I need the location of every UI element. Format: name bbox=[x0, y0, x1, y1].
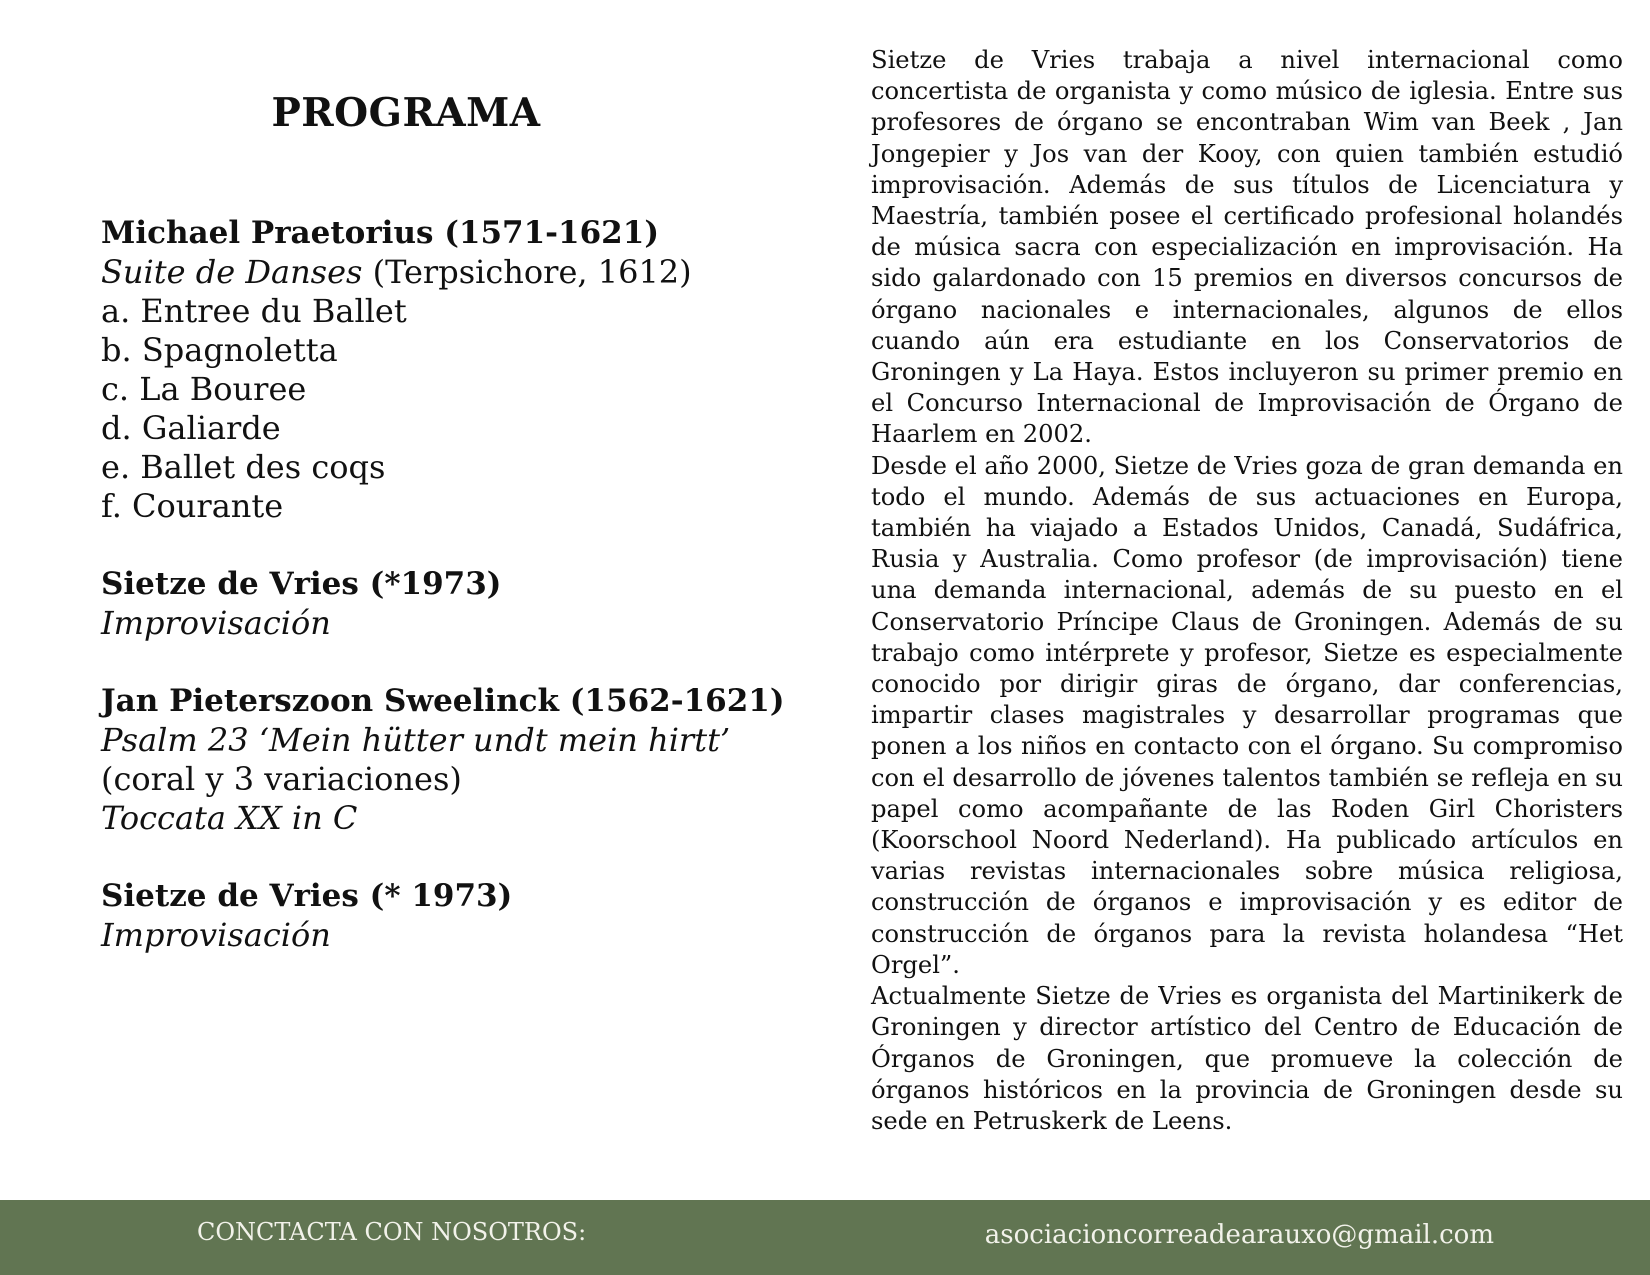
work-title: Toccata XX in C bbox=[101, 799, 358, 837]
program-list bbox=[101, 214, 801, 994]
bio-paragraph: Desde el año 2000, Sietze de Vries goza de gran demanda en todo el mundo. Además de sus actuaciones en Europa, también ha viajado a Estados Unidos, Canadá, Sudáfrica, Rusia y Australia. Como profesor (de improvisación) tiene una demanda internacional, además de su puesto en el Conservatorio Príncipe Claus de Groningen. Además de su trabajo como intérprete y profesor, Sietze es especialmente conocido por dirigir giras de órgano, dar conferencias, impartir clases magistrales y desarrollar programas que ponen a los niños en contacto con el órgano. Su compromiso con el desarrollo de jóvenes talentos también se refleja en su papel como acompañante de las Roden Girl Choristers (Koorschool Noord Nederland). Ha publicado artículos en varias revistas internacionales sobre música religiosa, construcción de órganos e improvisación y es editor de construcción de órganos para la revista holandesa “Het Orgel”. bbox=[871, 451, 1623, 979]
work-detail: (Terpsichore, 1612) bbox=[362, 253, 692, 291]
work-title: Improvisación bbox=[101, 604, 331, 642]
program-block-sweelinck bbox=[101, 682, 801, 838]
program-block-devries-2 bbox=[101, 877, 801, 955]
movement-item: e. Ballet des coqs bbox=[101, 448, 386, 486]
bio-paragraph: Actualmente Sietze de Vries es organista del Martinikerk de Groningen y director artístico del Centro de Educación de Órganos de Groningen, que promueve la colección de órganos históricos en la provincia de Groningen desde su sede en Petruskerk de Leens. bbox=[871, 982, 1623, 1135]
composer-name: Sietze de Vries (*1973) bbox=[101, 566, 502, 602]
work-title: Psalm 23 ‘Mein hütter undt mein hirtt’ bbox=[101, 721, 731, 759]
composer-name: Jan Pieterszoon Sweelinck (1562-1621) bbox=[101, 683, 785, 719]
work-detail: (coral y 3 variaciones) bbox=[101, 760, 462, 798]
contact-footer bbox=[0, 1200, 1650, 1275]
movement-item: d. Galiarde bbox=[101, 409, 281, 447]
program-block-praetorius bbox=[101, 214, 801, 526]
contact-label: CONCTACTA CON NOSOTROS: bbox=[197, 1218, 587, 1246]
work-title: Suite de Danses bbox=[101, 253, 363, 291]
work-title: Improvisación bbox=[101, 916, 331, 954]
movement-item: b. Spagnoletta bbox=[101, 331, 338, 369]
contact-email[interactable]: asociacioncorreadearauxo@gmail.com bbox=[984, 1220, 1494, 1250]
program-title: PROGRAMA bbox=[271, 90, 541, 136]
bio-paragraph: Sietze de Vries trabaja a nivel internacional como concertista de organista y como músico de iglesia. Entre sus profesores de órgano se encontraban Wim van Beek , Jan Jongepier y Jos van der Kooy, con quien también estudió improvisación. Además de sus títulos de Licenciatura y Maestría, también posee el certificado profesional holandés de música sacra con especialización en improvisación. Ha sido galardonado con 15 premios en diversos concursos de órgano nacionales e internacionales, algunos de ellos cuando aún era estudiante en los Conservatorios de Groningen y La Haya. Estos incluyeron su primer premio en el Concurso Internacional de Improvisación de Órgano de Haarlem en 2002. bbox=[871, 46, 1623, 449]
program-block-devries-1 bbox=[101, 565, 801, 643]
composer-name: Sietze de Vries (* 1973) bbox=[101, 878, 513, 914]
composer-name: Michael Praetorius (1571-1621) bbox=[101, 215, 659, 251]
movement-item: a. Entree du Ballet bbox=[101, 292, 407, 330]
movement-item: f. Courante bbox=[101, 487, 284, 525]
work-line bbox=[101, 253, 801, 292]
movement-item: c. La Bouree bbox=[101, 370, 307, 408]
biography-column bbox=[871, 45, 1623, 1200]
